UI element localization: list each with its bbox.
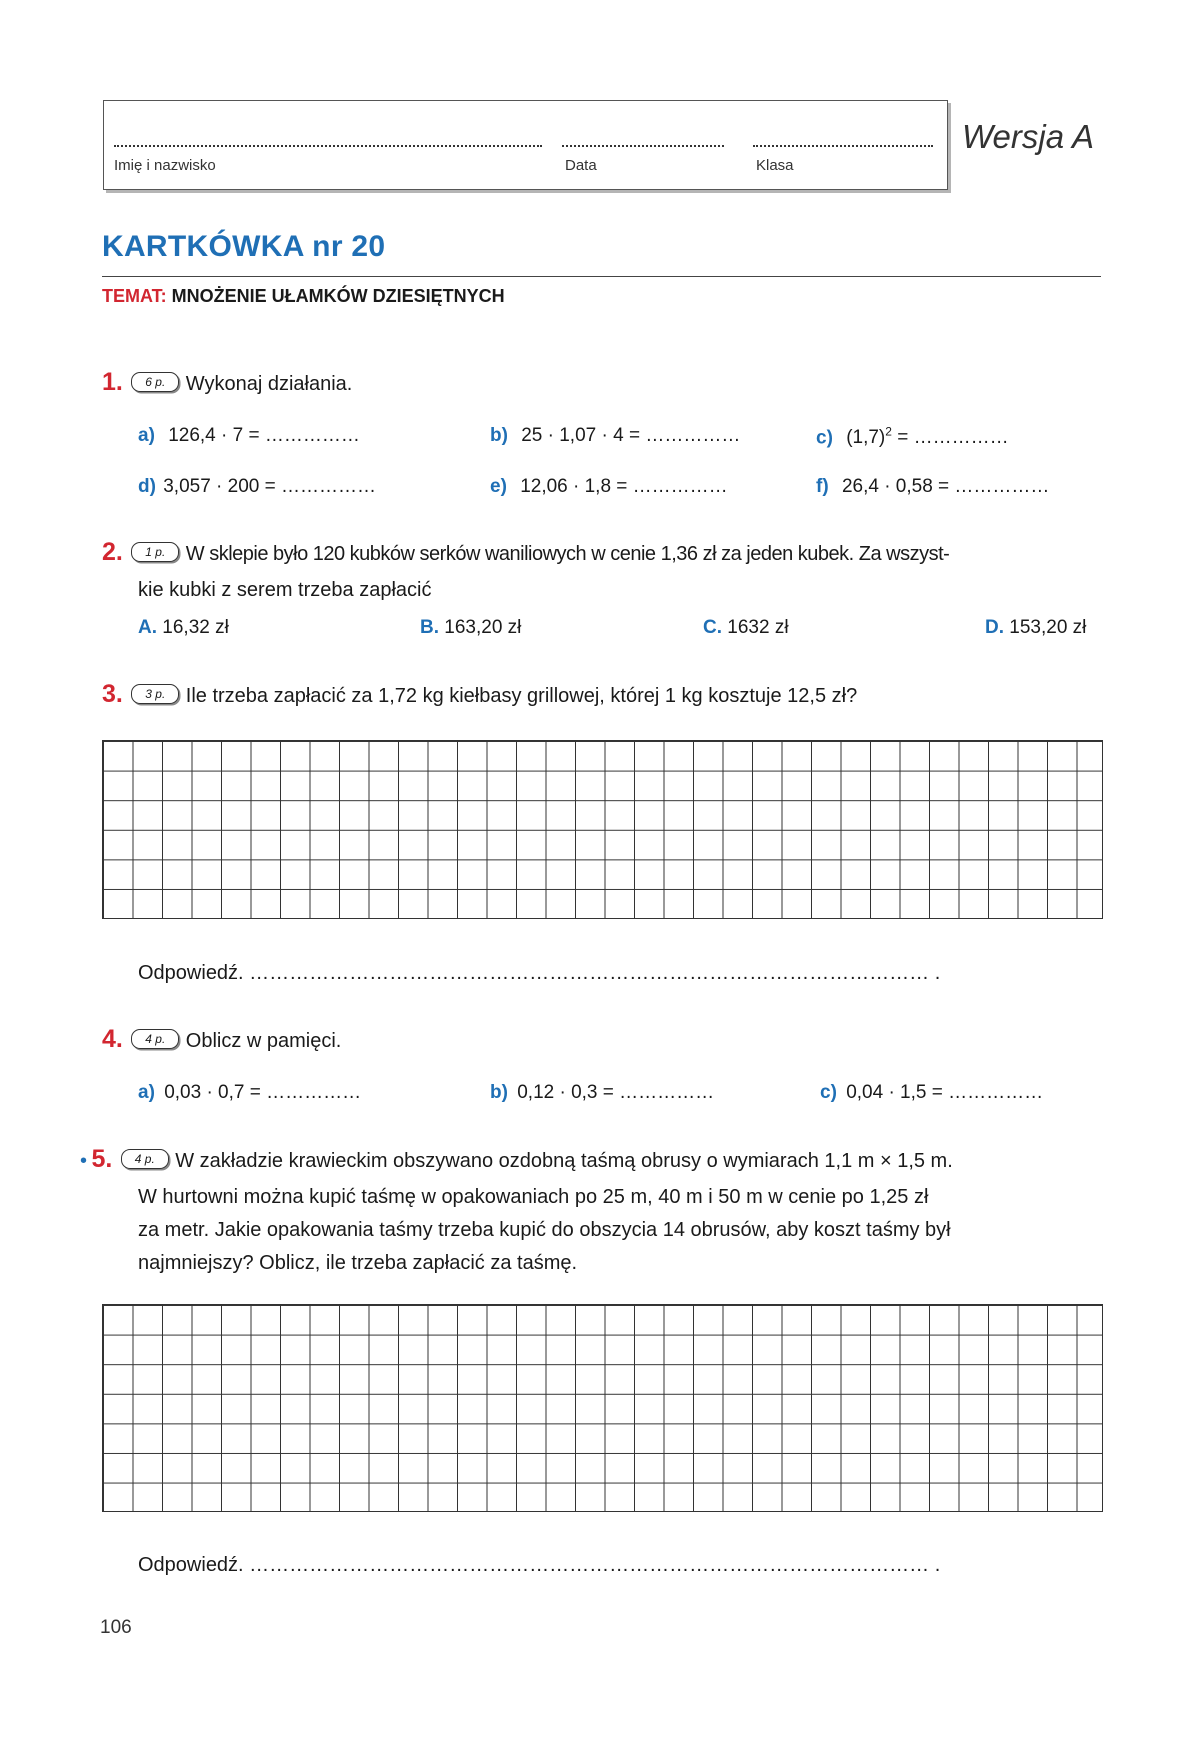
question-2 bbox=[102, 538, 1102, 571]
q1-item-c bbox=[816, 425, 1009, 449]
q1-item-d bbox=[138, 476, 376, 498]
points-badge: 6 p. bbox=[131, 372, 179, 392]
item-text: 0,12 · 0,3 = …………… bbox=[517, 1082, 715, 1103]
item-exponent: 2 bbox=[885, 425, 892, 439]
item-label: c) bbox=[816, 427, 833, 449]
item-label: c) bbox=[820, 1082, 837, 1103]
work-grid-q3[interactable] bbox=[102, 740, 1103, 919]
date-label: Data bbox=[565, 157, 597, 174]
q2-option-d[interactable] bbox=[985, 617, 1086, 639]
answer-line-q5[interactable]: Odpowiedź. ………………………………………………………………………………………… . bbox=[138, 1554, 941, 1576]
item-text: 0,04 · 1,5 = …………… bbox=[846, 1082, 1044, 1103]
q2-option-a[interactable] bbox=[138, 617, 229, 639]
item-text bbox=[846, 427, 1008, 448]
item-label: e) bbox=[490, 476, 507, 497]
option-label: A. bbox=[138, 617, 157, 638]
question-text-line2: W hurtowni można kupić taśmę w opakowaniach po 25 m, 40 m i 50 m w cenie po 1,25 zł bbox=[138, 1186, 929, 1208]
page-number: 106 bbox=[100, 1617, 132, 1638]
item-base: (1,7) bbox=[846, 427, 886, 449]
question-5 bbox=[80, 1145, 1120, 1178]
option-text: 1632 zł bbox=[727, 617, 789, 638]
name-field[interactable] bbox=[114, 145, 542, 147]
option-text: 163,20 zł bbox=[444, 617, 522, 638]
q2-option-c[interactable] bbox=[703, 617, 789, 639]
student-info-box bbox=[103, 100, 948, 190]
option-label: C. bbox=[703, 617, 722, 638]
question-3 bbox=[102, 680, 1102, 713]
version-label: Wersja A bbox=[962, 118, 1095, 155]
item-label: b) bbox=[490, 1082, 508, 1103]
topic-text: MNOŻENIE UŁAMKÓW DZIESIĘTNYCH bbox=[171, 286, 505, 306]
item-text: 26,4 · 0,58 = …………… bbox=[841, 476, 1050, 497]
option-label: D. bbox=[985, 617, 1004, 638]
question-1 bbox=[102, 368, 1102, 401]
points-badge: 3 p. bbox=[131, 684, 179, 704]
work-grid-q5[interactable] bbox=[102, 1304, 1103, 1512]
q4-item-a bbox=[138, 1082, 361, 1104]
q4-item-b bbox=[490, 1082, 714, 1104]
question-4 bbox=[102, 1025, 1102, 1058]
question-text: Oblicz w pamięci. bbox=[185, 1030, 342, 1052]
topic-line bbox=[102, 286, 505, 307]
item-text: 0,03 · 0,7 = …………… bbox=[164, 1082, 362, 1103]
answer-line-q3[interactable]: Odpowiedź. ………………………………………………………………………………………… . bbox=[138, 962, 941, 984]
item-label: f) bbox=[816, 476, 829, 497]
q1-item-a bbox=[138, 425, 360, 447]
question-number: 2. bbox=[102, 538, 123, 566]
item-label: a) bbox=[138, 1082, 155, 1103]
q1-item-e bbox=[490, 476, 728, 498]
title-divider bbox=[102, 276, 1101, 277]
question-text-line4: najmniejszy? Oblicz, ile trzeba zapłacić za taśmę. bbox=[138, 1252, 578, 1274]
option-text: 153,20 zł bbox=[1009, 617, 1087, 638]
q1-item-b bbox=[490, 425, 740, 447]
question-number: 1. bbox=[102, 368, 123, 396]
option-text: 16,32 zł bbox=[162, 617, 229, 638]
q1-item-f bbox=[816, 476, 1049, 498]
item-label: d) bbox=[138, 476, 156, 497]
q4-item-c bbox=[820, 1082, 1043, 1104]
question-text-line1: W zakładzie krawieckim obszywano ozdobną taśmą obrusy o wymiarach 1,1 m × 1,5 m. bbox=[175, 1150, 953, 1172]
class-field[interactable] bbox=[753, 145, 933, 147]
item-text: 25 · 1,07 · 4 = …………… bbox=[521, 425, 741, 446]
name-label: Imię i nazwisko bbox=[114, 157, 216, 174]
item-label: b) bbox=[490, 425, 508, 446]
item-text: 12,06 · 1,8 = …………… bbox=[520, 476, 728, 497]
question-text: Wykonaj działania. bbox=[185, 373, 353, 395]
item-label: a) bbox=[138, 425, 155, 446]
item-text: 3,057 · 200 = …………… bbox=[163, 476, 377, 497]
points-badge: 4 p. bbox=[121, 1149, 169, 1169]
points-badge: 4 p. bbox=[131, 1029, 179, 1049]
question-number: 3. bbox=[102, 680, 123, 708]
topic-prefix: TEMAT: bbox=[102, 286, 167, 306]
extended-task-marker: • bbox=[80, 1150, 88, 1172]
option-label: B. bbox=[420, 617, 439, 638]
question-text: Ile trzeba zapłacić za 1,72 kg kiełbasy grillowej, której 1 kg kosztuje 12,5 zł? bbox=[185, 685, 858, 707]
date-field[interactable] bbox=[562, 145, 724, 147]
question-number: 4. bbox=[102, 1025, 123, 1053]
q2-option-b[interactable] bbox=[420, 617, 521, 639]
class-label: Klasa bbox=[756, 157, 794, 174]
item-text: 126,4 · 7 = …………… bbox=[168, 425, 360, 446]
page-title: KARTKÓWKA nr 20 bbox=[102, 230, 386, 263]
question-text-line1: W sklepie było 120 kubków serków waniliowych w cenie 1,36 zł za jeden kubek. Za wszyst- bbox=[185, 543, 950, 565]
question-number: 5. bbox=[91, 1145, 113, 1173]
question-text-line2: kie kubki z serem trzeba zapłacić bbox=[138, 579, 432, 601]
points-badge: 1 p. bbox=[131, 542, 179, 562]
question-text-line3: za metr. Jakie opakowania taśmy trzeba kupić do obszycia 14 obrusów, aby koszt taśmy był bbox=[138, 1219, 951, 1241]
item-rest: = …………… bbox=[891, 427, 1009, 449]
